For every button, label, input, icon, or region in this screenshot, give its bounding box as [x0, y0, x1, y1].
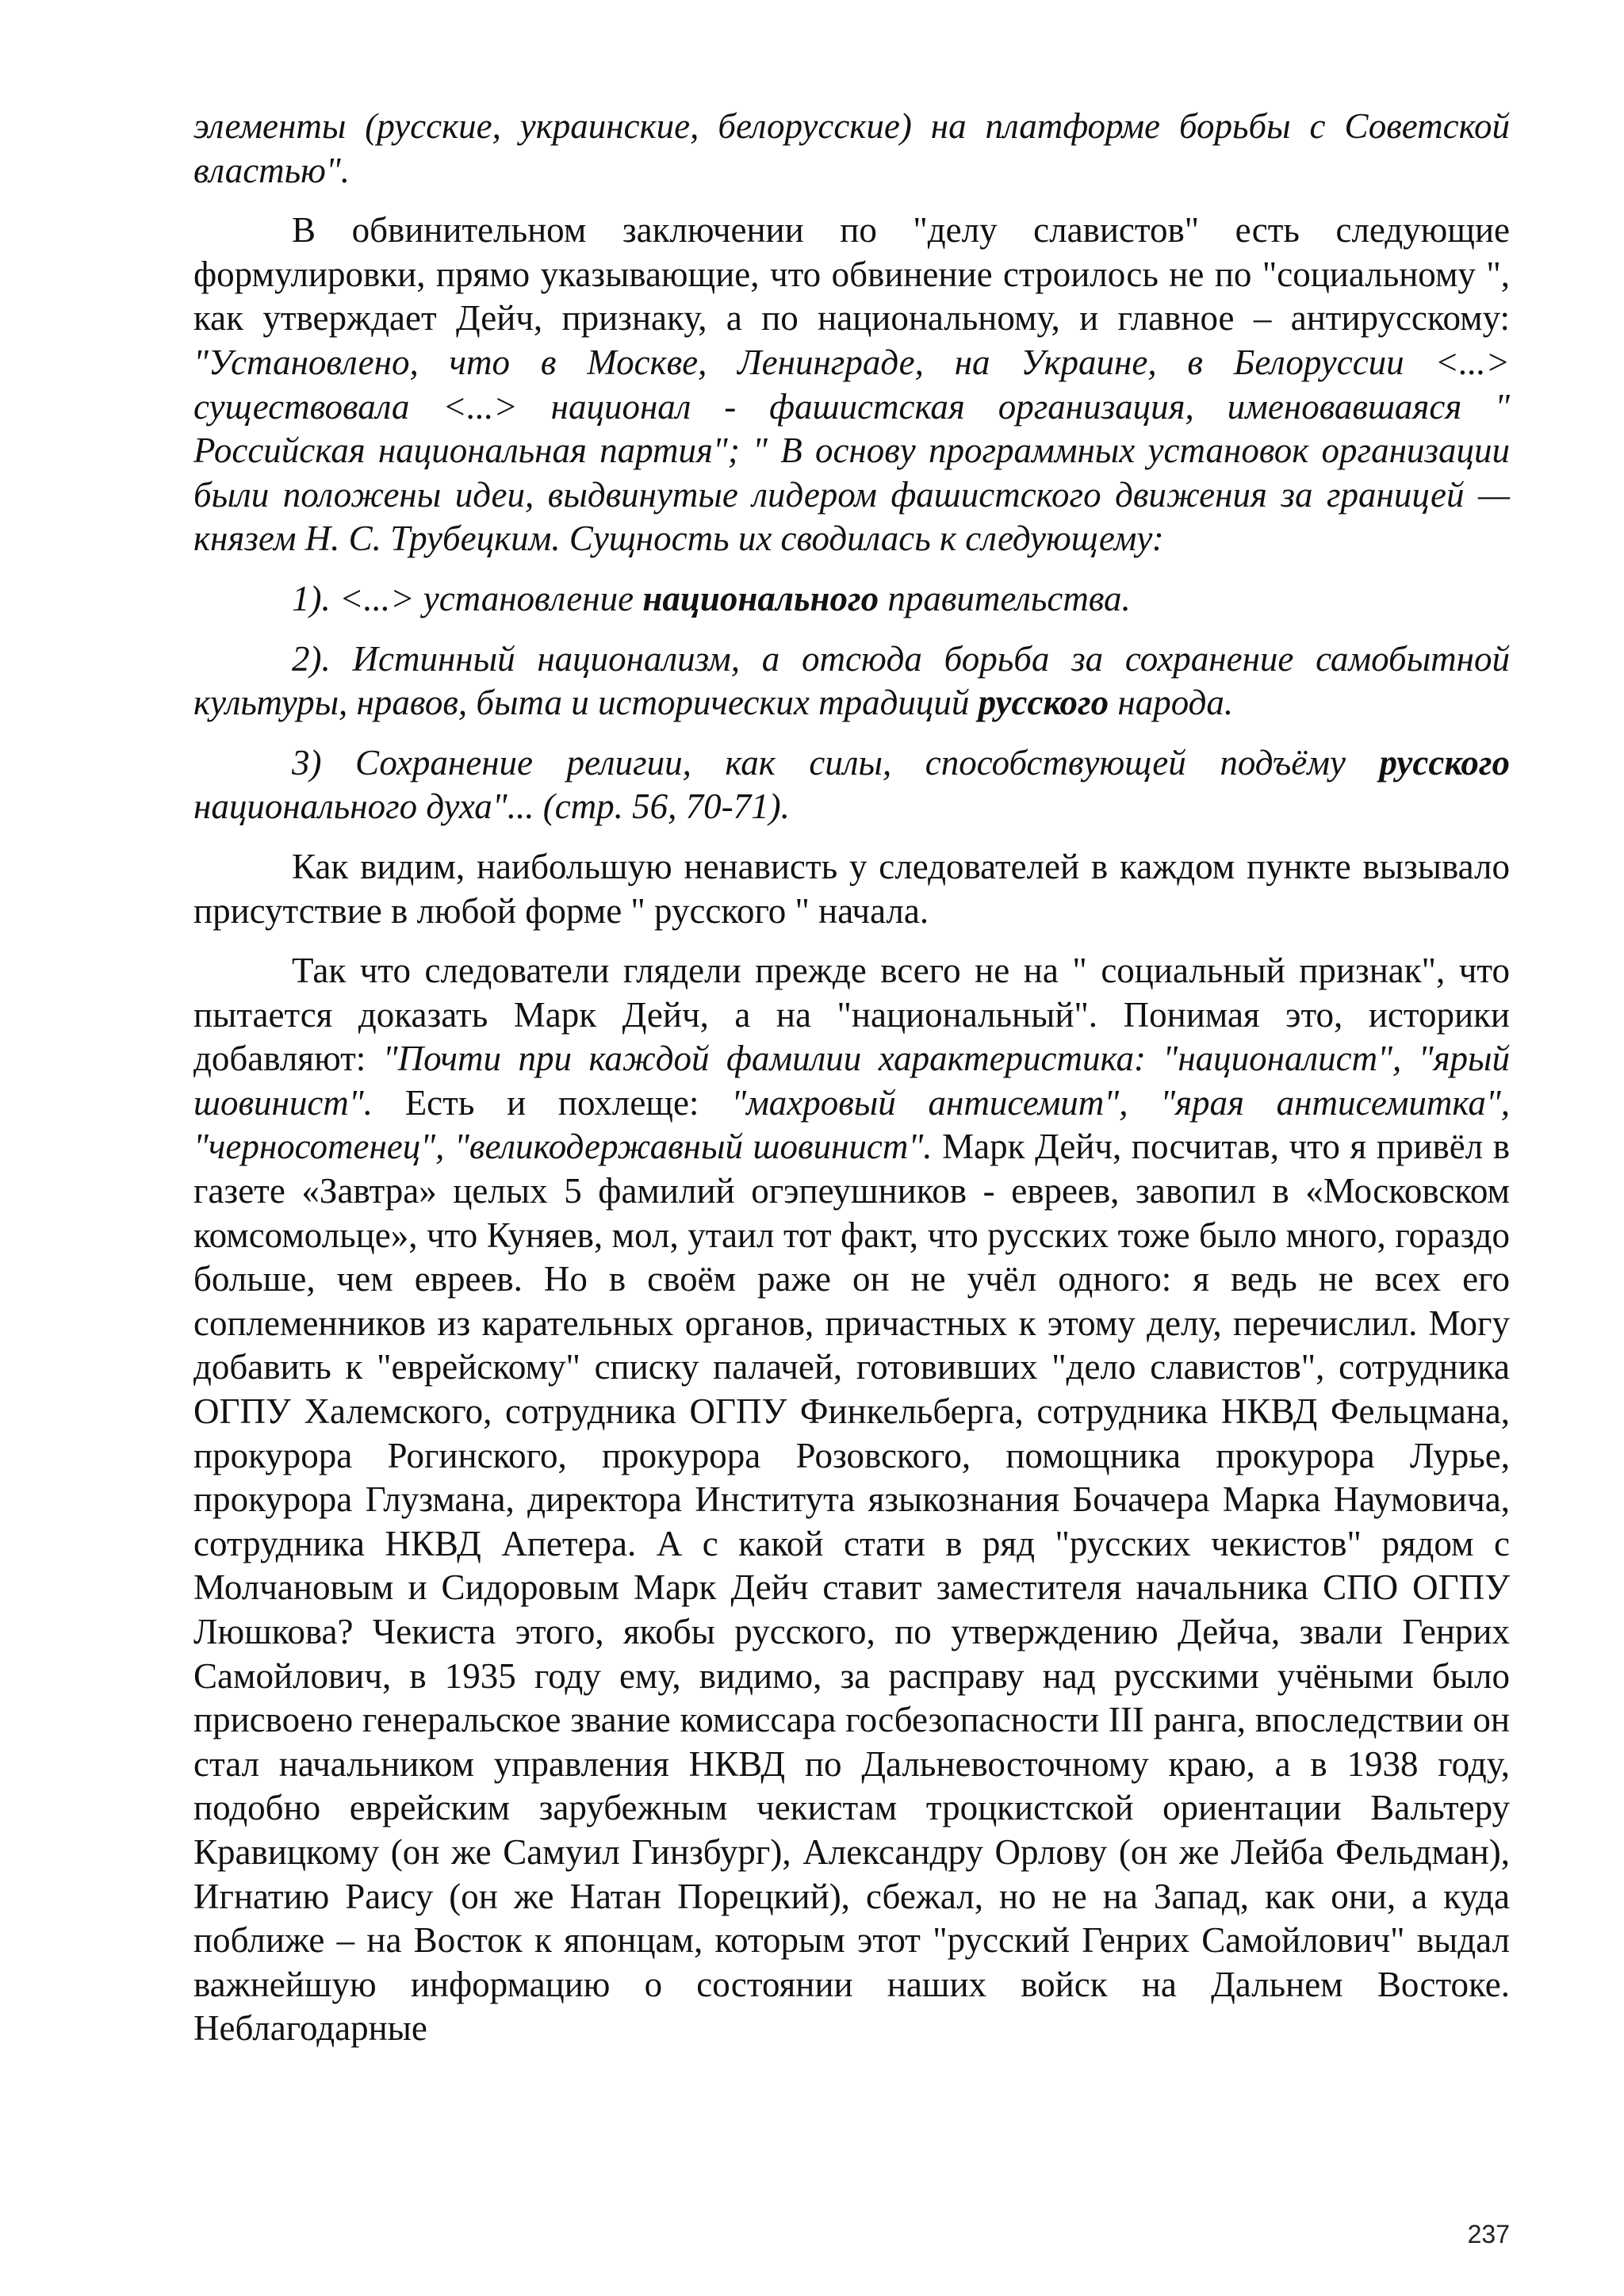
page-number: 237: [1467, 2220, 1510, 2248]
paragraph-3-before: 1). <...> установление: [292, 578, 643, 618]
paragraph-4-before: 2). Истинный национализм, а отсюда борьба за сохранение самобытной культуры, нравов, быта и исторических традиций: [193, 638, 1510, 723]
paragraph-6: [193, 845, 1510, 933]
paragraph-7-quote-1: "Почти при каждой фамилии характеристика: "националист", "ярый шовинист".: [193, 1039, 1510, 1123]
paragraph-3: [193, 577, 1510, 622]
paragraph-5-after: национального духа"... (стр. 56, 70-71).: [193, 786, 790, 827]
paragraph-2-quote: "Установлено, что в Москве, Ленинграде, на Украине, в Белоруссии <...> существовала <...> национал - фашистская организация, именовавшаяся " Российская национальная партия"; " В основу программных установок организации были положены идеи, выдвинутые лидером фашистского движения за границей — князем Н. С. Трубецким. Сущность их сводилась к следующему:: [193, 342, 1510, 559]
paragraph-4-after: народа.: [1109, 683, 1234, 723]
paragraph-5-bold: русского: [1379, 742, 1510, 783]
paragraph-7-text-3: Марк Дейч, посчитав, что я привёл в газете «Завтра» целых 5 фамилий огэпеушников - евреев, завопил в «Московском комсомольце», что Куняев, мол, утаил тот факт, что русских тоже было много, гораздо больше, чем евреев. Но в своём раже он не учёл одного: я ведь не всех его соплеменников из карательных органов, причастных к этому делу, перечислил. Могу добавить к "еврейскому" списку палачей, готовивших "дело славистов", сотрудника ОГПУ Халемского, сотрудника ОГПУ Финкельберга, сотрудника НКВД Фельцмана, прокурора Рогинского, прокурора Розовского, помощника прокурора Лурье, прокурора Глузмана, директора Института языкознания Бочачера Марка Наумовича, сотрудника НКВД Апетера. А с какой стати в ряд "русских чекистов" рядом с Молчановым и Сидоровым Марк Дейч ставит заместителя начальника СПО ОГПУ Люшкова? Чекиста этого, якобы русского, по утверждению Дейча, звали Генрих Самойлович, в 1935 году ему, видимо, за расправу над русскими учёными было присвоено генеральское звание комиссара госбезопасности III ранга, впоследствии он стал начальником управления НКВД по Дальневосточному краю, а в 1938 году, подобно еврейским зарубежным чекистам троцкистской ориентации Вальтеру Кравицкому (он же Самуил Гинзбург), Александру Орлову (он же Лейба Фельдман), Игнатию Раису (он же Натан Порецкий), сбежал, но не на Запад, как они, а куда поближе – на Восток к японцам, которым этот "русский Генрих Самойлович" выдал важнейшую информацию о состоянии наших войск на Дальнем Востоке. Неблагодарные: [193, 1127, 1510, 2049]
paragraph-2: [193, 209, 1510, 561]
paragraph-5: [193, 741, 1510, 829]
text-column: [193, 105, 1510, 2067]
paragraph-3-bold: национального: [642, 578, 879, 618]
paragraph-7-text-1: Так что следователи глядели прежде всего не на " социальный признак", что пытается доказать Марк Дейч, а на "национальный". Понимая это, историки добавляют:: [193, 951, 1510, 1079]
paragraph-7-quote-2: "махровый антисемит", "ярая антисемитка", "черносотенец", "великодержавный шовинист".: [193, 1082, 1511, 1167]
paragraph-4-bold: русского: [978, 683, 1109, 723]
paragraph-2-lead: В обвинительном заключении по "делу славистов" есть следующие формулировки, прямо указывающие, что обвинение строилось не по "социальному ", как утверждает Дейч, признаку, а по национальному, и главное – антирусскому:: [193, 210, 1510, 339]
paragraph-1: [193, 105, 1510, 193]
paragraph-5-before: 3) Сохранение религии, как силы, способствующей подъёму: [292, 742, 1380, 783]
paragraph-4: [193, 637, 1510, 725]
paragraph-3-after: правительства.: [879, 578, 1131, 618]
paragraph-7-text-2: Есть и похлеще:: [372, 1082, 732, 1123]
paragraph-1-text: элементы (русские, украинские, белорусские) на платформе борьбы с Советской властью".: [193, 106, 1510, 190]
paragraph-6-text: Как видим, наибольшую ненависть у следователей в каждом пункте вызывало присутствие в любой форме " русского " начала.: [193, 846, 1510, 931]
paragraph-7: [193, 949, 1510, 2051]
